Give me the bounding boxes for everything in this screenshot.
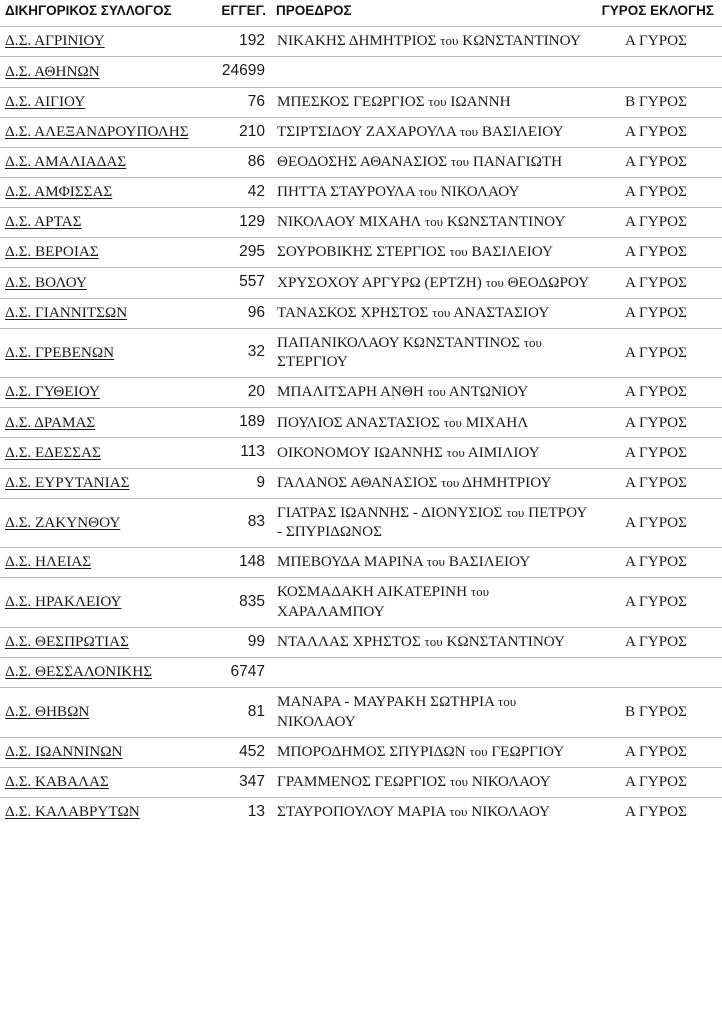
table-row <box>0 298 722 328</box>
association-link[interactable]: Δ.Σ. ΑΜΑΛΙΑΔΑΣ <box>5 153 127 171</box>
president-cell <box>270 117 600 147</box>
registered-count-cell: 210 <box>205 117 270 147</box>
table-row <box>0 688 722 738</box>
election-round-cell: Α ΓΥΡΟΣ <box>600 268 722 298</box>
association-link[interactable]: Δ.Σ. ΑΙΓΙΟΥ <box>5 92 86 110</box>
president-patronymic: ΝΙΚΟΛΑΟΥ <box>471 803 551 821</box>
president-cell <box>270 578 600 628</box>
registered-count-cell: 42 <box>205 177 270 207</box>
table-row <box>0 117 722 147</box>
president-name: ΓΑΛΑΝΟΣ ΑΘΑΝΑΣΙΟΣ <box>277 473 438 491</box>
president-name: ΜΠΕΒΟΥΔΑ ΜΑΡΙΝΑ <box>277 553 423 571</box>
association-link[interactable]: Δ.Σ. ΒΕΡΟΙΑΣ <box>5 243 99 261</box>
association-cell <box>0 177 205 207</box>
association-link[interactable]: Δ.Σ. ΘΕΣΣΑΛΟΝΙΚΗΣ <box>5 663 153 681</box>
president-name: ΠΗΤΤΑ ΣΤΑΥΡΟΥΛΑ <box>277 183 415 201</box>
association-cell <box>0 688 205 738</box>
table-row <box>0 57 722 87</box>
association-cell <box>0 268 205 298</box>
president-name: ΠΑΠΑΝΙΚΟΛΑΟΥ ΚΩΝΣΤΑΝΤΙΝΟΣ <box>277 333 520 351</box>
table-row <box>0 578 722 628</box>
election-round-cell: Α ΓΥΡΟΣ <box>600 147 722 177</box>
association-cell <box>0 328 205 378</box>
table-row <box>0 408 722 438</box>
table-row <box>0 177 722 207</box>
patronymic-connector: του <box>441 474 460 490</box>
president-patronymic: ΠΕΤΡΟΥ - ΣΠΥΡΙΔΩΝΟΣ <box>277 503 587 541</box>
president-cell <box>270 57 600 87</box>
registered-count-cell: 189 <box>205 408 270 438</box>
table-row <box>0 548 722 578</box>
association-link[interactable]: Δ.Σ. ΓΙΑΝΝΙΤΣΩΝ <box>5 303 128 321</box>
patronymic-connector: του <box>446 444 465 460</box>
president-name: ΝΙΚΑΚΗΣ ΔΗΜΗΤΡΙΟΣ <box>277 32 437 50</box>
president-cell <box>270 328 600 378</box>
header-row <box>0 0 722 27</box>
association-link[interactable]: Δ.Σ. ΘΕΣΠΡΩΤΙΑΣ <box>5 633 129 651</box>
association-cell <box>0 468 205 498</box>
registered-count-cell: 835 <box>205 578 270 628</box>
president-cell <box>270 27 600 57</box>
president-name: ΧΡΥΣΟΧΟΥ ΑΡΓΥΡΩ (ΕΡΤΖΗ) <box>277 273 482 291</box>
patronymic-connector: του <box>449 244 468 260</box>
association-link[interactable]: Δ.Σ. ΙΩΑΝΝΙΝΩΝ <box>5 742 123 760</box>
table-row <box>0 627 722 657</box>
registered-count-cell: 6747 <box>205 658 270 688</box>
president-name: ΤΑΝΑΣΚΟΣ ΧΡΗΣΤΟΣ <box>277 303 429 321</box>
president-cell <box>270 767 600 797</box>
association-link[interactable]: Δ.Σ. ΖΑΚΥΝΘΟΥ <box>5 513 121 531</box>
president-patronymic: ΝΙΚΟΛΑΟΥ <box>277 712 356 730</box>
election-round-cell: Α ΓΥΡΟΣ <box>600 177 722 207</box>
president-cell <box>270 408 600 438</box>
president-patronymic: ΝΙΚΟΛΑΟΥ <box>440 183 520 201</box>
president-cell <box>270 737 600 767</box>
president-patronymic: ΒΑΣΙΛΕΙΟΥ <box>471 243 553 261</box>
patronymic-connector: του <box>459 123 479 139</box>
association-cell <box>0 117 205 147</box>
association-link[interactable]: Δ.Σ. ΗΛΕΙΑΣ <box>5 553 92 571</box>
patronymic-connector: του <box>497 694 517 710</box>
association-cell <box>0 578 205 628</box>
election-round-cell: Α ΓΥΡΟΣ <box>600 117 722 147</box>
registered-count-cell: 113 <box>205 438 270 468</box>
association-cell <box>0 797 205 827</box>
patronymic-connector: του <box>432 304 451 320</box>
column-header-association: ΔΙΚΗΓΟΡΙΚΟΣ ΣΥΛΛΟΓΟΣ <box>0 0 205 27</box>
election-round-cell: Α ΓΥΡΟΣ <box>600 298 722 328</box>
registered-count-cell: 81 <box>205 688 270 738</box>
registered-count-cell: 83 <box>205 498 270 548</box>
president-patronymic: ΚΩΝΣΤΑΝΤΙΝΟΥ <box>462 32 581 50</box>
patronymic-connector: του <box>428 93 447 109</box>
table-row <box>0 27 722 57</box>
registered-count-cell: 347 <box>205 767 270 797</box>
association-link[interactable]: Δ.Σ. ΑΛΕΞΑΝΔΡΟΥΠΟΛΗΣ <box>5 122 189 140</box>
president-patronymic: ΑΝΤΩΝΙΟΥ <box>448 383 529 401</box>
patronymic-connector: του <box>449 773 469 789</box>
registered-count-cell: 32 <box>205 328 270 378</box>
association-cell <box>0 87 205 117</box>
association-cell <box>0 27 205 57</box>
election-round-cell: Α ΓΥΡΟΣ <box>600 328 722 378</box>
association-cell <box>0 378 205 408</box>
table-row <box>0 438 722 468</box>
election-round-cell: Β ΓΥΡΟΣ <box>600 688 722 738</box>
registered-count-cell: 86 <box>205 147 270 177</box>
association-cell <box>0 208 205 238</box>
president-patronymic: ΚΩΝΣΤΑΝΤΙΝΟΥ <box>446 633 565 651</box>
president-cell <box>270 238 600 268</box>
election-round-cell: Α ΓΥΡΟΣ <box>600 548 722 578</box>
association-link[interactable]: Δ.Σ. ΘΗΒΩΝ <box>5 703 90 721</box>
president-name: ΠΟΥΛΙΟΣ ΑΝΑΣΤΑΣΙΟΣ <box>277 413 440 431</box>
election-round-cell <box>600 57 722 87</box>
patronymic-connector: του <box>485 274 504 290</box>
table-row <box>0 378 722 408</box>
election-round-cell: Α ΓΥΡΟΣ <box>600 238 722 268</box>
association-link[interactable]: Δ.Σ. ΑΘΗΝΩΝ <box>5 62 100 80</box>
column-header-president: ΠΡΟΕΔΡΟΣ <box>270 0 600 27</box>
president-cell <box>270 627 600 657</box>
patronymic-connector: του <box>440 33 459 49</box>
president-patronymic: ΣΤΕΡΓΙΟΥ <box>277 353 348 371</box>
registered-count-cell: 557 <box>205 268 270 298</box>
president-patronymic: ΔΗΜΗΤΡΙΟΥ <box>462 473 552 491</box>
president-patronymic: ΚΩΝΣΤΑΝΤΙΝΟΥ <box>446 213 566 231</box>
association-link[interactable]: Δ.Σ. ΑΜΦΙΣΣΑΣ <box>5 183 113 201</box>
column-header-registered: ΕΓΓΕΓ. <box>205 0 270 27</box>
president-patronymic: ΧΑΡΑΛΑΜΠΟΥ <box>277 603 385 621</box>
election-round-cell: Α ΓΥΡΟΣ <box>600 498 722 548</box>
registered-count-cell: 20 <box>205 378 270 408</box>
association-link[interactable]: Δ.Σ. ΓΥΘΕΙΟΥ <box>5 383 100 401</box>
president-name: ΣΟΥΡΟΒΙΚΗΣ ΣΤΕΡΓΙΟΣ <box>277 243 446 261</box>
association-link[interactable]: Δ.Σ. ΚΑΛΑΒΡΥΤΩΝ <box>5 803 140 821</box>
association-link[interactable]: Δ.Σ. ΕΔΕΣΣΑΣ <box>5 443 101 461</box>
president-cell <box>270 498 600 548</box>
president-cell <box>270 147 600 177</box>
patronymic-connector: του <box>469 743 488 759</box>
president-cell <box>270 548 600 578</box>
table-row <box>0 87 722 117</box>
election-round-cell: Α ΓΥΡΟΣ <box>600 578 722 628</box>
association-link[interactable]: Δ.Σ. ΔΡΑΜΑΣ <box>5 413 96 431</box>
association-cell <box>0 238 205 268</box>
registered-count-cell: 99 <box>205 627 270 657</box>
registered-count-cell: 9 <box>205 468 270 498</box>
president-name: ΝΤΑΛΛΑΣ ΧΡΗΣΤΟΣ <box>277 633 421 651</box>
registered-count-cell: 24699 <box>205 57 270 87</box>
election-round-cell <box>600 658 722 688</box>
patronymic-connector: του <box>449 804 468 820</box>
president-name: ΜΠΟΡΟΔΗΜΟΣ ΣΠΥΡΙΔΩΝ <box>277 742 466 760</box>
association-link[interactable]: Δ.Σ. ΗΡΑΚΛΕΙΟΥ <box>5 593 122 611</box>
president-cell <box>270 177 600 207</box>
president-name: ΝΙΚΟΛΑΟΥ ΜΙΧΑΗΛ <box>277 213 422 231</box>
table-row <box>0 208 722 238</box>
association-link[interactable]: Δ.Σ. ΚΑΒΑΛΑΣ <box>5 772 109 790</box>
patronymic-connector: του <box>424 214 444 230</box>
association-cell <box>0 408 205 438</box>
president-cell <box>270 797 600 827</box>
registered-count-cell: 148 <box>205 548 270 578</box>
president-cell <box>270 87 600 117</box>
association-link[interactable]: Δ.Σ. ΕΥΡΥΤΑΝΙΑΣ <box>5 473 130 491</box>
president-cell <box>270 468 600 498</box>
registered-count-cell: 76 <box>205 87 270 117</box>
election-round-cell: Α ΓΥΡΟΣ <box>600 408 722 438</box>
registered-count-cell: 13 <box>205 797 270 827</box>
president-patronymic: ΒΑΣΙΛΕΙΟΥ <box>481 122 564 140</box>
president-cell <box>270 658 600 688</box>
election-round-cell: Α ΓΥΡΟΣ <box>600 27 722 57</box>
president-name: ΚΟΣΜΑΔΑΚΗ ΑΙΚΑΤΕΡΙΝΗ <box>277 583 468 601</box>
association-cell <box>0 658 205 688</box>
election-round-cell: Α ΓΥΡΟΣ <box>600 378 722 408</box>
president-patronymic: ΝΙΚΟΛΑΟΥ <box>471 772 551 790</box>
president-patronymic: ΒΑΣΙΛΕΙΟΥ <box>448 553 531 571</box>
association-link[interactable]: Δ.Σ. ΑΡΤΑΣ <box>5 213 82 231</box>
patronymic-connector: του <box>450 154 470 170</box>
table-row <box>0 268 722 298</box>
patronymic-connector: του <box>426 554 445 570</box>
president-patronymic: ΘΕΟΔΩΡΟΥ <box>507 273 590 291</box>
president-name: ΓΡΑΜΜΕΝΟΣ ΓΕΩΡΓΙΟΣ <box>277 772 447 790</box>
president-cell <box>270 268 600 298</box>
registered-count-cell: 452 <box>205 737 270 767</box>
patronymic-connector: του <box>523 334 542 350</box>
association-cell <box>0 147 205 177</box>
president-cell <box>270 298 600 328</box>
patronymic-connector: του <box>506 504 525 520</box>
president-name: ΘΕΟΔΟΣΗΣ ΑΘΑΝΑΣΙΟΣ <box>277 153 448 171</box>
president-name: ΜΑΝΑΡΑ - ΜΑΥΡΑΚΗ ΣΩΤΗΡΙΑ <box>277 693 495 711</box>
election-round-cell: Α ΓΥΡΟΣ <box>600 627 722 657</box>
patronymic-connector: του <box>427 384 446 400</box>
president-cell <box>270 378 600 408</box>
association-cell <box>0 298 205 328</box>
election-round-cell: Α ΓΥΡΟΣ <box>600 767 722 797</box>
table-row <box>0 767 722 797</box>
table-row <box>0 147 722 177</box>
president-patronymic: ΙΩΑΝΝΗ <box>450 92 511 110</box>
table-row <box>0 498 722 548</box>
president-patronymic: ΑΙΜΙΛΙΟΥ <box>467 443 540 461</box>
association-link[interactable]: Δ.Σ. ΓΡΕΒΕΝΩΝ <box>5 343 115 361</box>
registered-count-cell: 192 <box>205 27 270 57</box>
association-cell <box>0 438 205 468</box>
president-name: ΜΠΕΣΚΟΣ ΓΕΩΡΓΙΟΣ <box>277 92 425 110</box>
president-patronymic: ΑΝΑΣΤΑΣΙΟΥ <box>453 303 550 321</box>
association-cell <box>0 627 205 657</box>
president-name: ΜΠΑΛΙΤΣΑΡΗ ΑΝΘΗ <box>277 383 424 401</box>
election-round-cell: Α ΓΥΡΟΣ <box>600 438 722 468</box>
president-name: ΤΣΙΡΤΣΙΔΟΥ ΖΑΧΑΡΟΥΛΑ <box>277 122 457 140</box>
table-body <box>0 27 722 827</box>
patronymic-connector: του <box>443 414 462 430</box>
president-name: ΓΙΑΤΡΑΣ ΙΩΑΝΝΗΣ - ΔΙΟΝΥΣΙΟΣ <box>277 503 503 521</box>
election-round-cell: Α ΓΥΡΟΣ <box>600 797 722 827</box>
president-name: ΣΤΑΥΡΟΠΟΥΛΟΥ ΜΑΡΙΑ <box>277 803 446 821</box>
president-cell <box>270 438 600 468</box>
table-row <box>0 468 722 498</box>
registered-count-cell: 129 <box>205 208 270 238</box>
president-patronymic: ΜΙΧΑΗΛ <box>465 413 529 431</box>
election-round-cell: Α ΓΥΡΟΣ <box>600 468 722 498</box>
president-name: ΟΙΚΟΝΟΜΟΥ ΙΩΑΝΝΗΣ <box>277 443 443 461</box>
patronymic-connector: του <box>470 584 490 600</box>
association-link[interactable]: Δ.Σ. ΒΟΛΟΥ <box>5 273 87 291</box>
patronymic-connector: του <box>418 184 437 200</box>
table-row <box>0 658 722 688</box>
table-header <box>0 0 722 27</box>
election-round-cell: Α ΓΥΡΟΣ <box>600 208 722 238</box>
association-link[interactable]: Δ.Σ. ΑΓΡΙΝΙΟΥ <box>5 32 105 50</box>
table-row <box>0 797 722 827</box>
column-header-round: ΓΥΡΟΣ ΕΚΛΟΓΗΣ <box>600 0 722 27</box>
association-cell <box>0 548 205 578</box>
association-cell <box>0 498 205 548</box>
president-patronymic: ΓΕΩΡΓΙΟΥ <box>491 742 565 760</box>
table-row <box>0 328 722 378</box>
association-cell <box>0 57 205 87</box>
table-row <box>0 737 722 767</box>
president-patronymic: ΠΑΝΑΓΙΩΤΗ <box>472 153 563 171</box>
election-round-cell: Β ΓΥΡΟΣ <box>600 87 722 117</box>
association-cell <box>0 767 205 797</box>
patronymic-connector: του <box>424 634 443 650</box>
association-cell <box>0 737 205 767</box>
registered-count-cell: 295 <box>205 238 270 268</box>
president-cell <box>270 208 600 238</box>
election-round-cell: Α ΓΥΡΟΣ <box>600 737 722 767</box>
president-cell <box>270 688 600 738</box>
table-row <box>0 238 722 268</box>
registered-count-cell: 96 <box>205 298 270 328</box>
